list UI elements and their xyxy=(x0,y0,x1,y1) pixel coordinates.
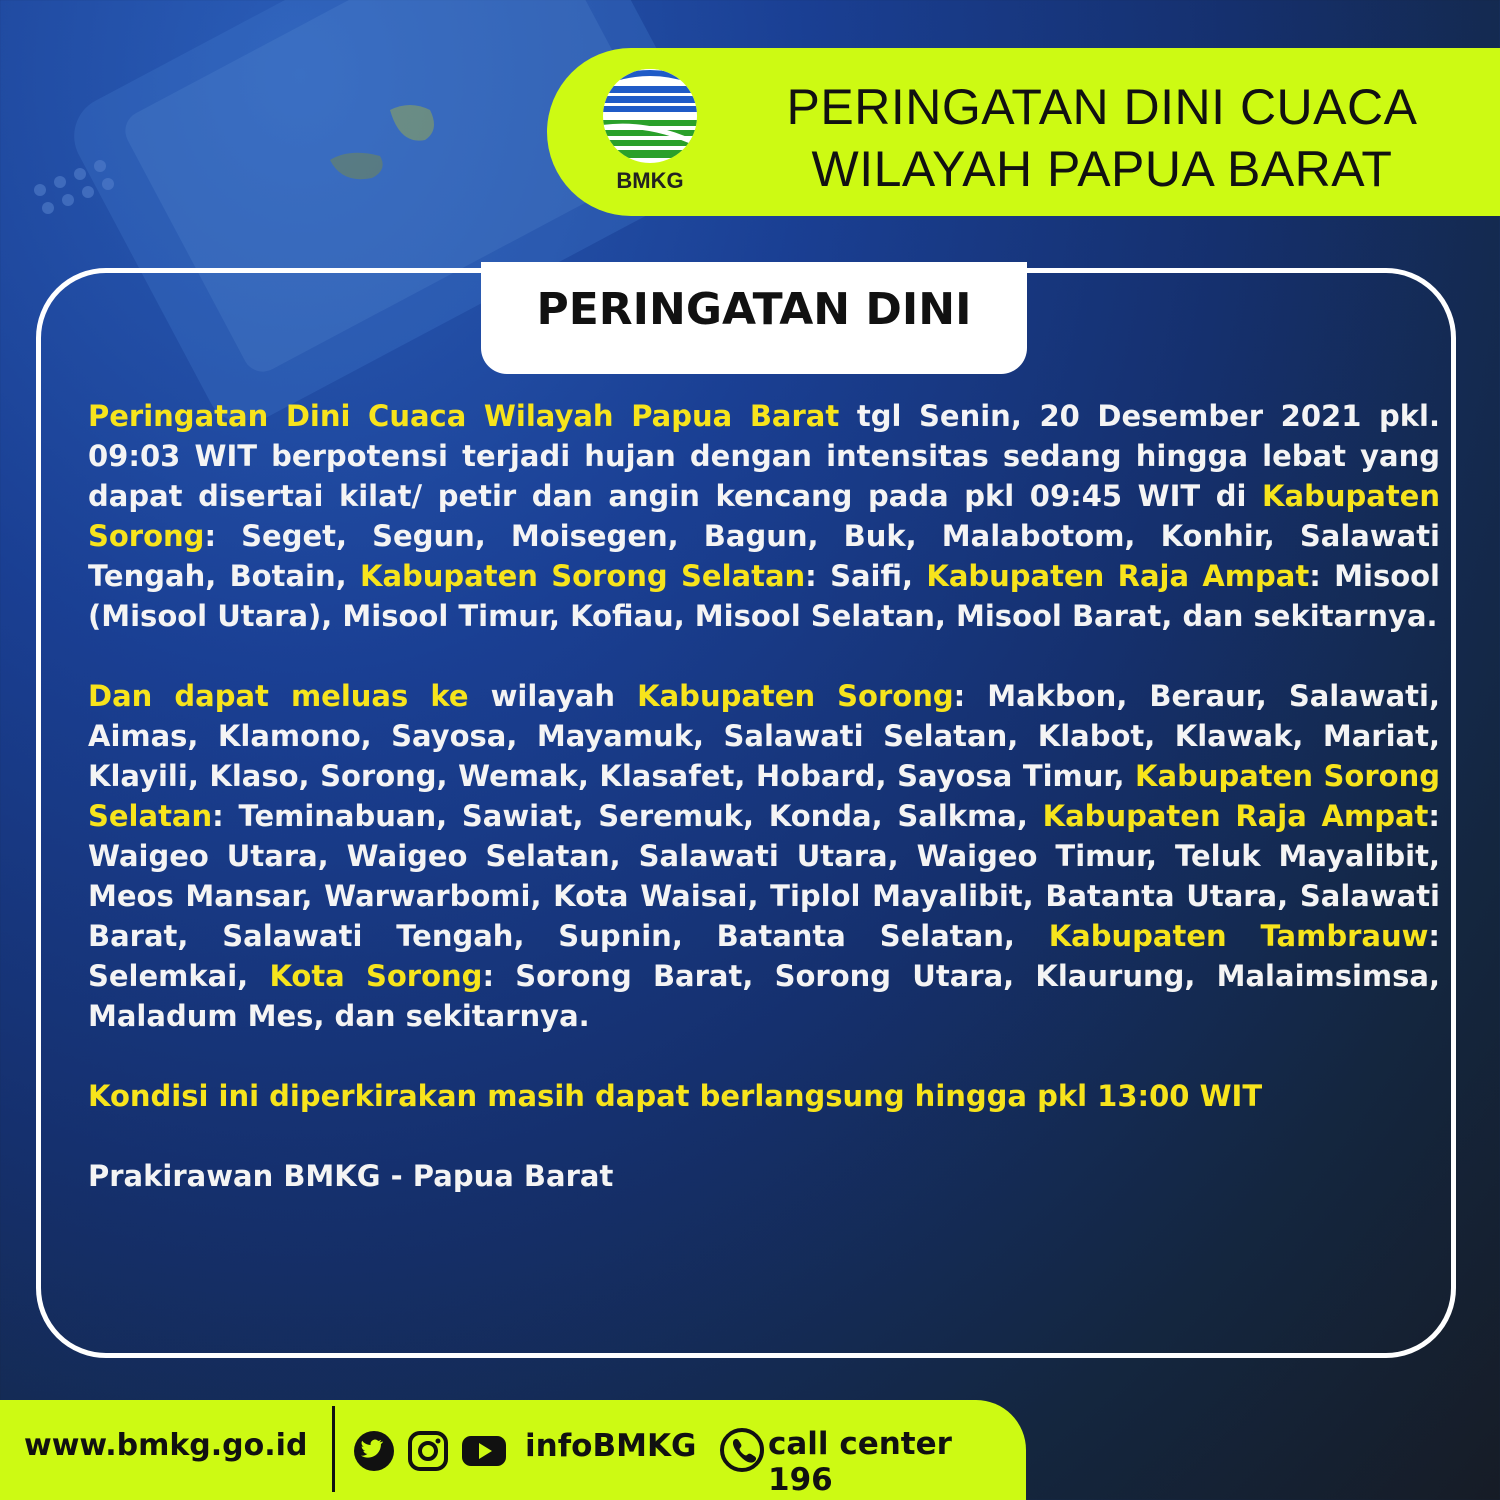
warning-content xyxy=(88,396,1440,1196)
instagram-icon[interactable] xyxy=(407,1430,449,1472)
highlight-text: Kabupaten Sorong Selatan xyxy=(88,759,1440,833)
body-text: : Selemkai, xyxy=(88,919,1440,993)
footer-bar xyxy=(0,1400,1026,1500)
header-banner xyxy=(547,48,1500,216)
highlight-text: Kabupaten Raja Ampat xyxy=(926,559,1310,593)
body-text: wilayah xyxy=(468,679,638,713)
highlight-text: Kota Sorong xyxy=(269,959,483,993)
title-line-2: WILAYAH PAPUA BARAT xyxy=(811,141,1393,197)
highlight-text: Kabupaten Sorong xyxy=(88,479,1440,553)
highlight-text: Kabupaten Raja Ampat xyxy=(1042,799,1429,833)
body-text: : Teminabuan, Sawiat, Seremuk, Konda, Salkma, xyxy=(212,799,1043,833)
website-link[interactable]: www.bmkg.go.id xyxy=(24,1428,308,1463)
panel-title: PERINGATAN DINI xyxy=(536,284,972,335)
social-handle[interactable]: infoBMKG xyxy=(525,1428,697,1464)
body-text: : Misool (Misool Utara), Misool Timur, Kofiau, Misool Selatan, Misool Barat, dan sekitarnya. xyxy=(88,559,1440,633)
body-text: : Makbon, Beraur, Salawati, Aimas, Klamono, Sayosa, Mayamuk, Salawati Selatan, Klabot, Klawak, Mariat, Klayili, Klaso, Sorong, Wemak, Klasafet, Hobard, Sayosa Timur, xyxy=(88,679,1440,793)
body-text: : Saifi, xyxy=(805,559,927,593)
body-text: : Seget, Segun, Moisegen, Bagun, Buk, Malabotom, Konhir, Salawati Tengah, Botain, xyxy=(88,519,1440,593)
bmkg-logo xyxy=(599,68,701,192)
body-text: : Sorong Barat, Sorong Utara, Klaurung, Malaimsimsa, Maladum Mes, dan sekitarnya. xyxy=(88,959,1440,1033)
youtube-icon[interactable] xyxy=(460,1430,508,1472)
page-title xyxy=(747,76,1457,200)
footer-divider xyxy=(332,1406,335,1492)
bmkg-emblem-icon xyxy=(599,68,701,168)
logo-text: BMKG xyxy=(616,168,684,193)
highlight-text: Peringatan Dini Cuaca Wilayah Papua Barat xyxy=(88,399,840,433)
phone-icon xyxy=(720,1428,764,1472)
panel-tab xyxy=(481,262,1027,374)
forecaster-signature: Prakirawan BMKG - Papua Barat xyxy=(88,1159,614,1193)
twitter-icon[interactable] xyxy=(353,1430,395,1472)
title-line-1: PERINGATAN DINI CUACA xyxy=(786,79,1418,135)
highlight-text: Kabupaten Sorong xyxy=(637,679,954,713)
call-center-label[interactable]: call center 196 xyxy=(768,1426,952,1498)
highlight-text: Kabupaten Sorong Selatan xyxy=(359,559,806,593)
condition-note: Kondisi ini diperkirakan masih dapat berlangsung hingga pkl 13:00 WIT xyxy=(88,1079,1263,1113)
highlight-text: Dan dapat meluas ke xyxy=(88,679,469,713)
warning-paragraph-2 xyxy=(88,676,1440,1036)
highlight-text: Kabupaten Tambrauw xyxy=(1048,919,1429,953)
warning-paragraph-1 xyxy=(88,396,1440,636)
body-text: tgl Senin, 20 Desember 2021 pkl. 09:03 WIT berpotensi terjadi hujan dengan intensitas sedang hingga lebat yang dapat disertai kilat/ petir dan angin kencang pada pkl 09:45 WIT di xyxy=(88,399,1440,513)
body-text: : Waigeo Utara, Waigeo Selatan, Salawati Utara, Waigeo Timur, Teluk Mayalibit, Meos Mansar, Warwarbomi, Kota Waisai, Tiplol Mayalibit, Batanta Utara, Salawati Barat, Salawati Tengah, Supnin, Batanta Selatan, xyxy=(88,799,1440,953)
